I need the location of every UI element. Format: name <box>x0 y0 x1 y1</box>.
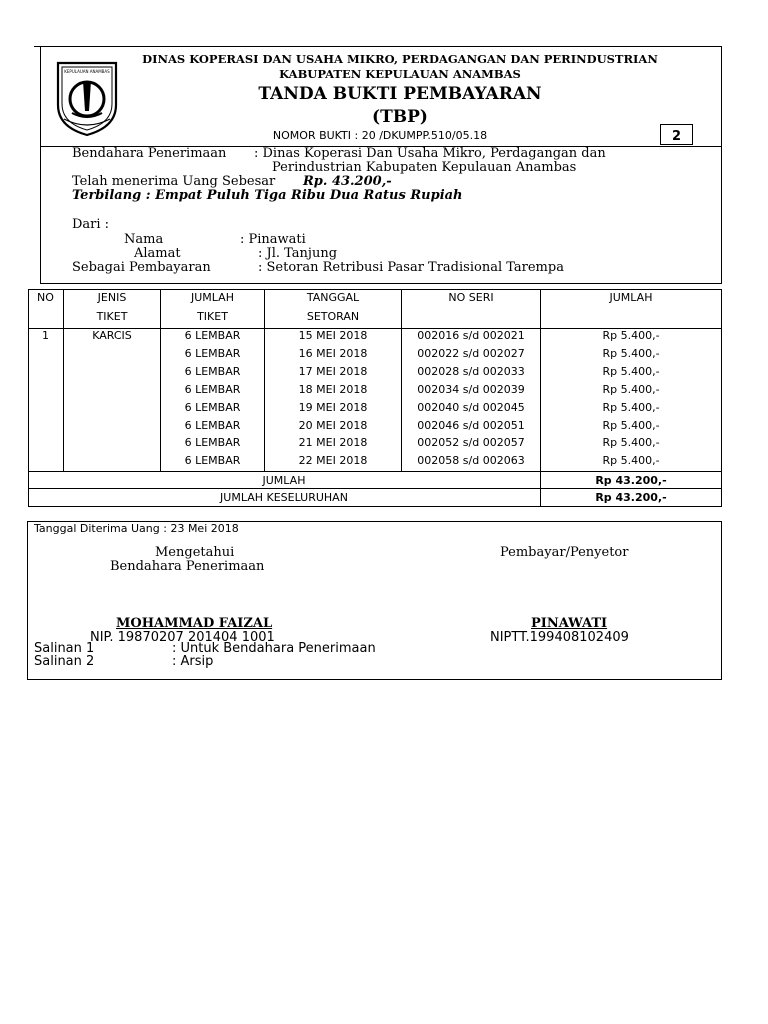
payer-title: Pembayar/Penyetor <box>500 545 629 560</box>
cell-date: 19 MEI 2018 <box>298 400 368 414</box>
col-header-jenis-2: TIKET <box>96 310 128 323</box>
col-header-tanggal-2: SETORAN <box>306 310 360 323</box>
date-received: Tanggal Diterima Uang : 23 Mei 2018 <box>34 522 239 535</box>
acknowledged-label: Mengetahui <box>155 545 235 560</box>
document-subtitle: (TBP) <box>372 107 428 127</box>
treasurer-nip: NIP. 19870207 201404 1001 <box>90 630 275 645</box>
page-number: 2 <box>671 129 682 144</box>
payer-name: PINAWATI <box>531 616 608 631</box>
cell-amount: Rp 5.400,- <box>602 454 660 468</box>
cell-date: 16 MEI 2018 <box>298 346 368 360</box>
col-header-jumlah-2: TIKET <box>197 310 228 323</box>
cell-date: 22 MEI 2018 <box>298 454 368 468</box>
info-bottom-rule <box>40 283 722 284</box>
name-value: : Pinawati <box>240 232 306 247</box>
cell-serial: 002058 s/d 002063 <box>417 454 525 468</box>
cell-qty: 6 LEMBAR <box>184 454 241 468</box>
page-number-box <box>660 124 693 145</box>
address-value: : Jl. Tanjung <box>258 246 338 261</box>
received-label: Telah menerima Uang Sebesar <box>72 174 276 189</box>
cell-qty: 6 LEMBAR <box>184 382 241 396</box>
cell-jenis: KARCIS <box>92 329 132 342</box>
cell-qty: 6 LEMBAR <box>184 346 241 360</box>
col-header-jumlah: JUMLAH <box>191 291 234 304</box>
document-title: TANDA BUKTI PEMBAYARAN <box>258 84 542 104</box>
cell-date: 21 MEI 2018 <box>298 436 368 450</box>
copy-1-label: Salinan 1 <box>34 641 95 656</box>
copy-1-value: : Untuk Bendahara Penerimaan <box>172 641 376 656</box>
cell-date: 18 MEI 2018 <box>298 382 368 396</box>
cell-date: 17 MEI 2018 <box>298 364 368 378</box>
treasurer-label: Bendahara Penerimaan <box>72 146 227 161</box>
cell-amount: Rp 5.400,- <box>602 364 660 378</box>
cell-qty: 6 LEMBAR <box>184 329 241 342</box>
cell-serial: 002022 s/d 002027 <box>417 346 525 360</box>
frame-right-rule <box>721 46 722 284</box>
treasurer-value-2: Perindustrian Kabupaten Kepulauan Anambas <box>272 160 577 175</box>
cell-serial: 002028 s/d 002033 <box>417 364 525 378</box>
amount-in-words: Terbilang : Empat Puluh Tiga Ribu Dua Ratus Rupiah <box>72 188 463 203</box>
agency-name: DINAS KOPERASI DAN USAHA MIKRO, PERDAGANGAN DAN PERINDUSTRIAN <box>142 52 658 66</box>
frame-left-rule <box>40 46 41 284</box>
cell-amount: Rp 5.400,- <box>602 436 660 450</box>
header-top-rule <box>34 46 722 47</box>
col-header-amount: JUMLAH <box>609 291 653 304</box>
subtotal-label: JUMLAH <box>262 474 306 487</box>
payment-value: : Setoran Retribusi Pasar Tradisional Tarempa <box>258 260 564 275</box>
treasurer-value: : Dinas Koperasi Dan Usaha Mikro, Perdagangan dan <box>254 146 606 161</box>
cell-qty: 6 LEMBAR <box>184 418 241 432</box>
cell-amount: Rp 5.400,- <box>602 418 660 432</box>
cell-serial: 002016 s/d 002021 <box>417 329 525 342</box>
subtotal-value: Rp 43.200,- <box>595 474 667 487</box>
cell-qty: 6 LEMBAR <box>184 400 241 414</box>
table-subtotal-rule <box>28 488 721 489</box>
copy-2-value: : Arsip <box>172 654 214 669</box>
cell-no: 1 <box>42 329 49 342</box>
cell-serial: 002040 s/d 002045 <box>417 400 525 414</box>
col-header-seri: NO SERI <box>448 291 494 304</box>
cell-amount: Rp 5.400,- <box>602 346 660 360</box>
cell-date: 15 MEI 2018 <box>298 329 368 342</box>
cell-amount: Rp 5.400,- <box>602 400 660 414</box>
receipt-number: NOMOR BUKTI : 20 /DKUMPP.510/05.18 <box>272 129 488 142</box>
copy-2-label: Salinan 2 <box>34 654 95 669</box>
payment-label: Sebagai Pembayaran <box>72 260 211 275</box>
col-header-no: NO <box>37 291 54 304</box>
col-header-tanggal: TANGGAL <box>306 291 360 304</box>
cell-serial: 002034 s/d 002039 <box>417 382 525 396</box>
total-value: Rp 43.200,- <box>595 491 667 504</box>
logo-text: KEPULAUAN ANAMBAS <box>64 69 110 74</box>
regency-name: KABUPATEN KEPULAUAN ANAMBAS <box>279 67 521 81</box>
name-label: Nama <box>124 232 164 247</box>
table-body-rule <box>28 471 721 472</box>
cell-qty: 6 LEMBAR <box>184 364 241 378</box>
treasurer-title: Bendahara Penerimaan <box>110 559 265 574</box>
payer-nip: NIPTT.199408102409 <box>490 630 629 645</box>
cell-amount: Rp 5.400,- <box>602 382 660 396</box>
treasurer-name: MOHAMMAD FAIZAL <box>116 616 273 631</box>
total-label: JUMLAH KESELURUHAN <box>220 491 348 504</box>
cell-serial: 002046 s/d 002051 <box>417 418 525 432</box>
cell-amount: Rp 5.400,- <box>602 329 660 342</box>
from-label: Dari : <box>72 217 110 232</box>
cell-date: 20 MEI 2018 <box>298 418 368 432</box>
cell-qty: 6 LEMBAR <box>184 436 241 450</box>
received-amount: Rp. 43.200,- <box>303 174 392 189</box>
cell-serial: 002052 s/d 002057 <box>417 436 525 450</box>
col-header-jenis: JENIS <box>97 291 127 304</box>
address-label: Alamat <box>134 246 181 261</box>
